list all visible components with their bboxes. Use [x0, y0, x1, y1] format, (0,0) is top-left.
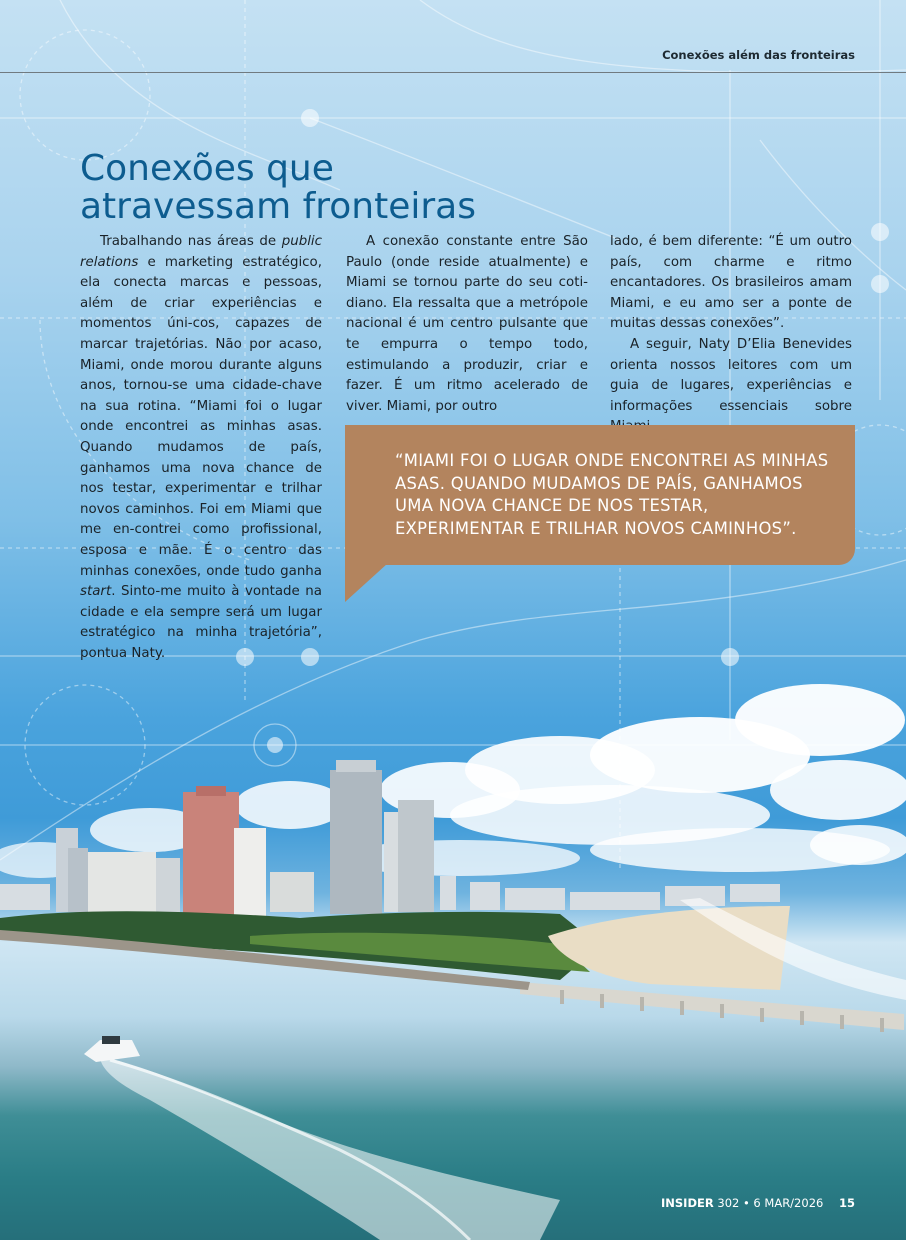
page-footer [661, 1196, 855, 1210]
emphasis-text: start [80, 584, 112, 600]
title-line-2: atravessam fronteiras [80, 186, 476, 227]
text-column-3 [610, 232, 852, 438]
paragraph: A seguir, Naty D’Elia Benevides orienta nossos leitores com um guia de lugares, experiências e informações essenciais sobre [610, 336, 852, 414]
magazine-name: INSIDER [661, 1196, 714, 1210]
issue-info: 302 • 6 MAR/2026 [717, 1196, 824, 1210]
pullquote-text: “MIAMI FOI O LUGAR ONDE ENCONTREI AS MINHAS ASAS. QUANDO MUDAMOS DE PAÍS, GANHAMOS UMA NOVA CHANCE DE NOS TESTAR, EXPERIMENTAR E TRILHAR NOVOS CAMINHOS”. [395, 451, 829, 538]
text-run: e marketing estratégico, ela conecta marcas e pessoas, além de criar experiências e momentos úni-cos, capazes de marcar trajetórias. Não por acaso, Miami, onde morou durante alguns anos, tornou-se uma cidade-chave na sua rotina. “Miami foi o lugar onde encontrei as minhas asas. Quando mudamos de país, ganhamos uma nova chance de nos testar, experimentar e trilhar novos caminhos. Foi em Miami que me en-contrei como profissional, esposa e mãe. É o centro das minhas conexões, onde tudo ganha [80, 254, 322, 579]
pullquote-tail [345, 564, 387, 602]
running-head: Conexões além das fronteiras [662, 48, 855, 62]
paragraph: lado, é bem diferente: “É um outro país, com charme e ritmo encantadores. Os brasileiros amam Miami, e eu amo ser a ponte de muitas dessas conexões”. [610, 234, 852, 332]
text-column-1 [80, 232, 322, 664]
text-column-2 [346, 232, 588, 417]
title-line-1: Conexões que [80, 148, 334, 189]
article-title [80, 150, 600, 226]
text-run: Trabalhando nas áreas de [100, 234, 282, 249]
paragraph: A conexão constante entre São Paulo (onde reside atualmente) e Miami se tornou parte do seu coti-diano. Ela ressalta que a metrópole nacional é um centro pulsante que te empurra o tempo todo, estimulando a produzir, criar e fazer. É um ritmo acelerado de viver. Miami, por outro [346, 234, 588, 414]
emphasis-text: public relations [80, 234, 322, 270]
paragraph [80, 232, 322, 664]
page-number: 15 [838, 1196, 855, 1210]
text-run: . Sinto-me muito à vontade na cidade e ela sempre será um lugar estratégico na minha trajetória”, pontua Naty. [80, 584, 322, 661]
header-divider [0, 72, 906, 73]
